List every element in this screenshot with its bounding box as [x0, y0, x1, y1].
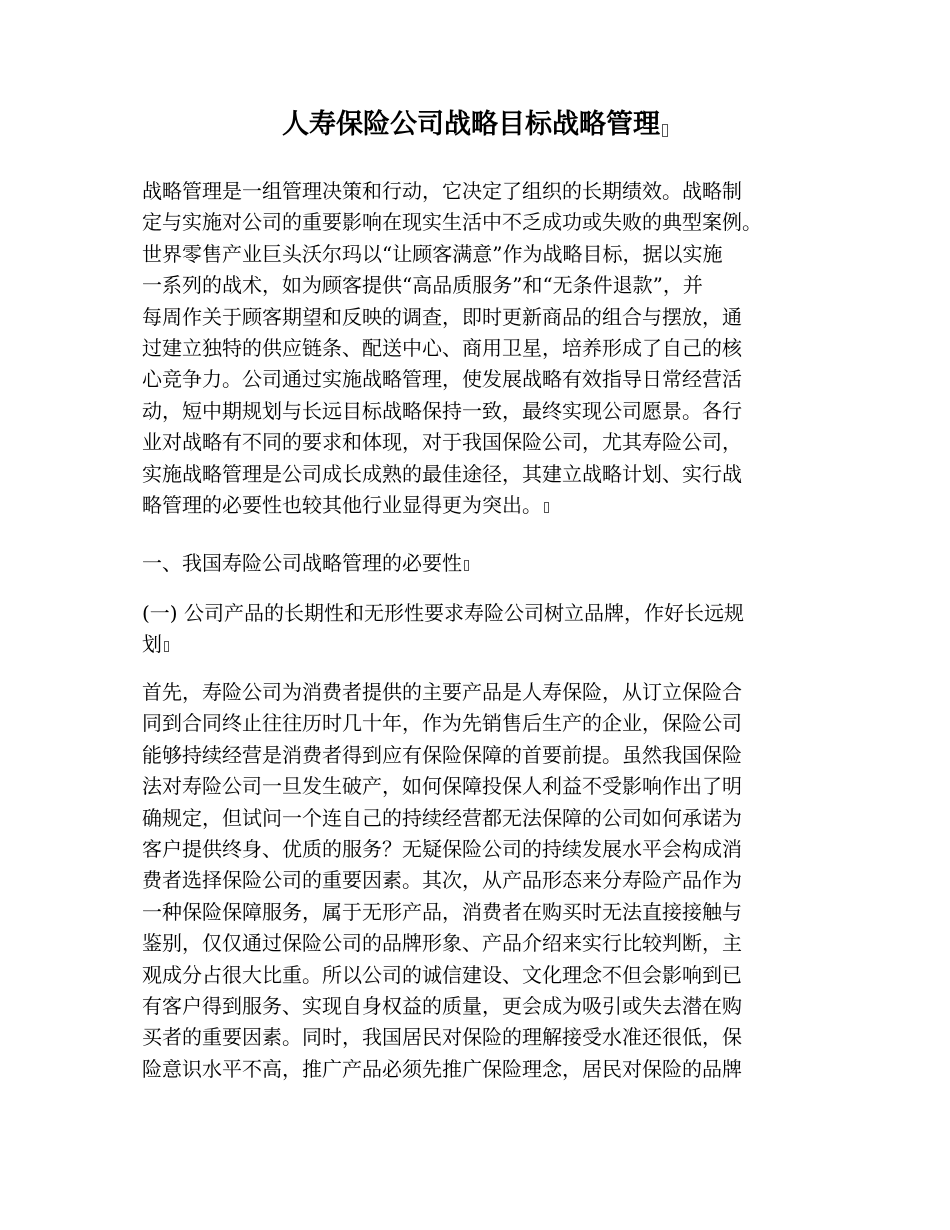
- text-line: 费者选择保险公司的重要因素。其次，从产品形态来分寿险产品作为: [142, 868, 742, 893]
- text-line: 确规定，但试问一个连自己的持续经营都无法保障的公司如何承诺为: [142, 805, 742, 830]
- text-line: 能够持续经营是消费者得到应有保险保障的首要前提。虽然我国保险: [142, 742, 742, 767]
- text-line: 每周作关于顾客期望和反映的调查，即时更新商品的组合与摆放，通: [142, 304, 742, 329]
- text-line: 一系列的战术，如为顾客提供“高品质服务”和“无条件退款”，并: [142, 273, 703, 298]
- title-text: 人寿保险公司战略目标战略管理: [282, 109, 660, 140]
- text-line: 定与实施对公司的重要影响在现实生活中不乏成功或失败的典型案例。: [142, 210, 762, 235]
- paragraph-mark-icon: [544, 502, 549, 513]
- paragraph-body: [142, 677, 822, 1085]
- subsection-heading: [142, 598, 822, 661]
- text-line: 过建立独特的供应链条、配送中心、商用卫星，培养形成了自己的核: [142, 335, 742, 360]
- document-title: [0, 108, 950, 142]
- text-line: 买者的重要因素。同时，我国居民对保险的理解接受水准还很低，保: [142, 1025, 742, 1050]
- text-line: 心竞争力。公司通过实施战略管理，使发展战略有效指导日常经营活: [142, 367, 742, 392]
- text-line: 客户提供终身、优质的服务？无疑保险公司的持续发展水平会构成消: [142, 836, 742, 861]
- text-line: 鉴别，仅仅通过保险公司的品牌形象、产品介绍来实行比较判断，主: [142, 931, 742, 956]
- paragraph-mark-icon: [662, 124, 668, 137]
- text-line: 同到合同终止往往历时几十年，作为先销售后生产的企业，保险公司: [142, 711, 742, 736]
- text-line: 划: [142, 632, 162, 657]
- text-line: 实施战略管理是公司成长成熟的最佳途径，其建立战略计划、实行战: [142, 461, 742, 486]
- text-line: 动，短中期规划与长远目标战略保持一致，最终实现公司愿景。各行: [142, 398, 742, 423]
- text-line: 一种保险保障服务，属于无形产品，消费者在购买时无法直接接触与: [142, 899, 742, 924]
- text-line: 法对寿险公司一旦发生破产，如何保障投保人利益不受影响作出了明: [142, 774, 742, 799]
- text-line-last: [142, 490, 822, 521]
- text-line: 世界零售产业巨头沃尔玛以“让顾客满意”作为战略目标，据以实施: [142, 241, 723, 266]
- text-line: 略管理的必要性也较其他行业显得更为突出。: [142, 492, 542, 517]
- text-line: 险意识水平不高，推广产品必须先推广保险理念，居民对保险的品牌: [142, 1056, 742, 1081]
- text-line-last: [142, 548, 822, 579]
- text-line: 观成分占很大比重。所以公司的诚信建设、文化理念不但会影响到已: [142, 962, 742, 987]
- text-line: 首先，寿险公司为消费者提供的主要产品是人寿保险，从订立保险合: [142, 680, 742, 704]
- paragraph-mark-icon: [464, 560, 469, 571]
- text-line: 一、我国寿险公司战略管理的必要性: [142, 551, 462, 575]
- text-line: 业对战略有不同的要求和体现，对于我国保险公司，尤其寿险公司，: [142, 430, 742, 455]
- text-line: (一) 公司产品的长期性和无形性要求寿险公司树立品牌，作好长远规: [142, 601, 744, 625]
- paragraph-mark-icon: [164, 641, 169, 652]
- text-line-last: [142, 629, 822, 660]
- section-heading: [142, 548, 822, 579]
- paragraph-intro: [142, 176, 822, 521]
- text-line: 战略管理是一组管理决策和行动，它决定了组织的长期绩效。战略制: [142, 179, 742, 203]
- text-line: 有客户得到服务、实现自身权益的质量，更会成为吸引或失去潜在购: [142, 993, 742, 1018]
